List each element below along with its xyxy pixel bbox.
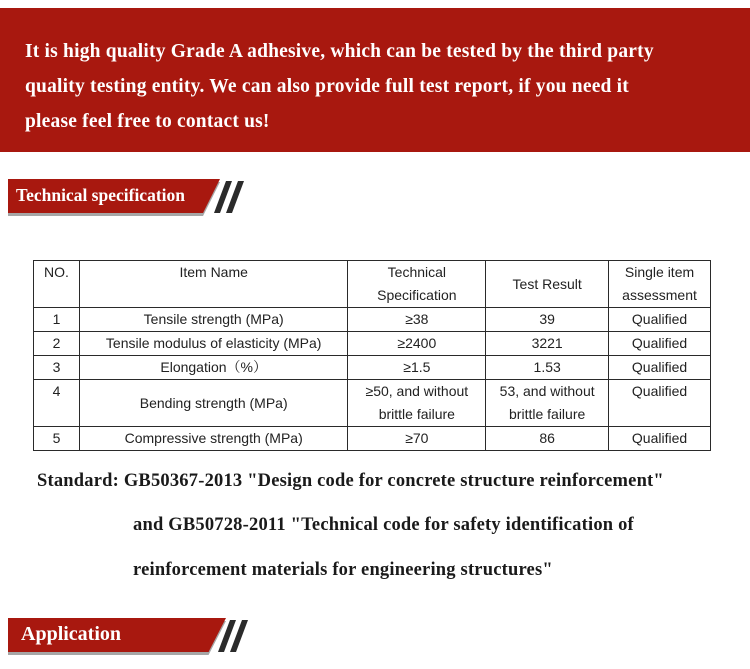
header-no: NO.: [34, 261, 80, 308]
standard-line-2: and GB50728-2011 "Technical code for safety identification of: [133, 515, 634, 535]
cell-no: 1: [34, 308, 80, 332]
cell-spec: [348, 380, 486, 427]
cell-result-line2: brittle failure: [509, 406, 586, 422]
intro-text: [25, 34, 737, 139]
tech-spec-header: [8, 179, 246, 215]
cell-result-line1: 53, and without: [499, 383, 595, 399]
cell-assessment: Qualified: [609, 332, 711, 356]
intro-line-1: It is high quality Grade A adhesive, which can be tested by the third party: [25, 41, 654, 62]
cell-assessment: Qualified: [609, 427, 711, 451]
table-header-row: [34, 261, 711, 308]
header-assess-line2: assessment: [622, 287, 697, 303]
cell-no: 5: [34, 427, 80, 451]
cell-spec-line2: brittle failure: [378, 406, 455, 422]
slashes-icon: [208, 179, 248, 215]
cell-spec: ≥2400: [348, 332, 486, 356]
header-spec-line1: Technical: [387, 264, 447, 280]
cell-result: [486, 380, 609, 427]
table-row: [34, 427, 711, 451]
header-assess-line1: Single item: [624, 264, 695, 280]
cell-item: Bending strength (MPa): [79, 380, 347, 427]
standard-line-3: reinforcement materials for engineering structures": [133, 560, 553, 580]
cell-spec: ≥70: [348, 427, 486, 451]
cell-no: 4: [34, 380, 80, 427]
cell-no: 2: [34, 332, 80, 356]
cell-result: 1.53: [486, 356, 609, 380]
header-spec: [348, 261, 486, 308]
cell-spec: ≥1.5: [348, 356, 486, 380]
application-header: [8, 618, 246, 654]
cell-no: 3: [34, 356, 80, 380]
cell-assessment: Qualified: [609, 308, 711, 332]
cell-item: Tensile strength (MPa): [79, 308, 347, 332]
header-result: Test Result: [486, 261, 609, 308]
cell-assessment: Qualified: [609, 380, 711, 427]
header-item: Item Name: [79, 261, 347, 308]
cell-result: 39: [486, 308, 609, 332]
cell-item: Compressive strength (MPa): [79, 427, 347, 451]
intro-banner: [0, 8, 750, 152]
header-spec-line2: Specification: [377, 287, 457, 303]
table-row: [34, 356, 711, 380]
standard-line-1: GB50367-2013 "Design code for concrete structure reinforcement": [123, 471, 664, 491]
tech-spec-title: Technical specification: [16, 185, 186, 205]
table-row: [34, 380, 711, 427]
application-title: Application: [21, 623, 122, 645]
standard-label: Standard:: [37, 471, 119, 491]
cell-item: Tensile modulus of elasticity (MPa): [79, 332, 347, 356]
cell-result: 3221: [486, 332, 609, 356]
cell-spec: ≥38: [348, 308, 486, 332]
cell-assessment: Qualified: [609, 356, 711, 380]
table-row: [34, 308, 711, 332]
spec-table: [33, 260, 711, 451]
cell-spec-line1: ≥50, and without: [365, 383, 469, 399]
slashes-icon: [212, 618, 252, 654]
intro-line-2: quality testing entity. We can also provide full test report, if you need it: [25, 76, 629, 97]
cell-item: Elongation（%）: [79, 356, 347, 380]
header-assessment: [609, 261, 711, 308]
cell-result: 86: [486, 427, 609, 451]
intro-line-3: please feel free to contact us!: [25, 111, 270, 132]
table-row: [34, 332, 711, 356]
